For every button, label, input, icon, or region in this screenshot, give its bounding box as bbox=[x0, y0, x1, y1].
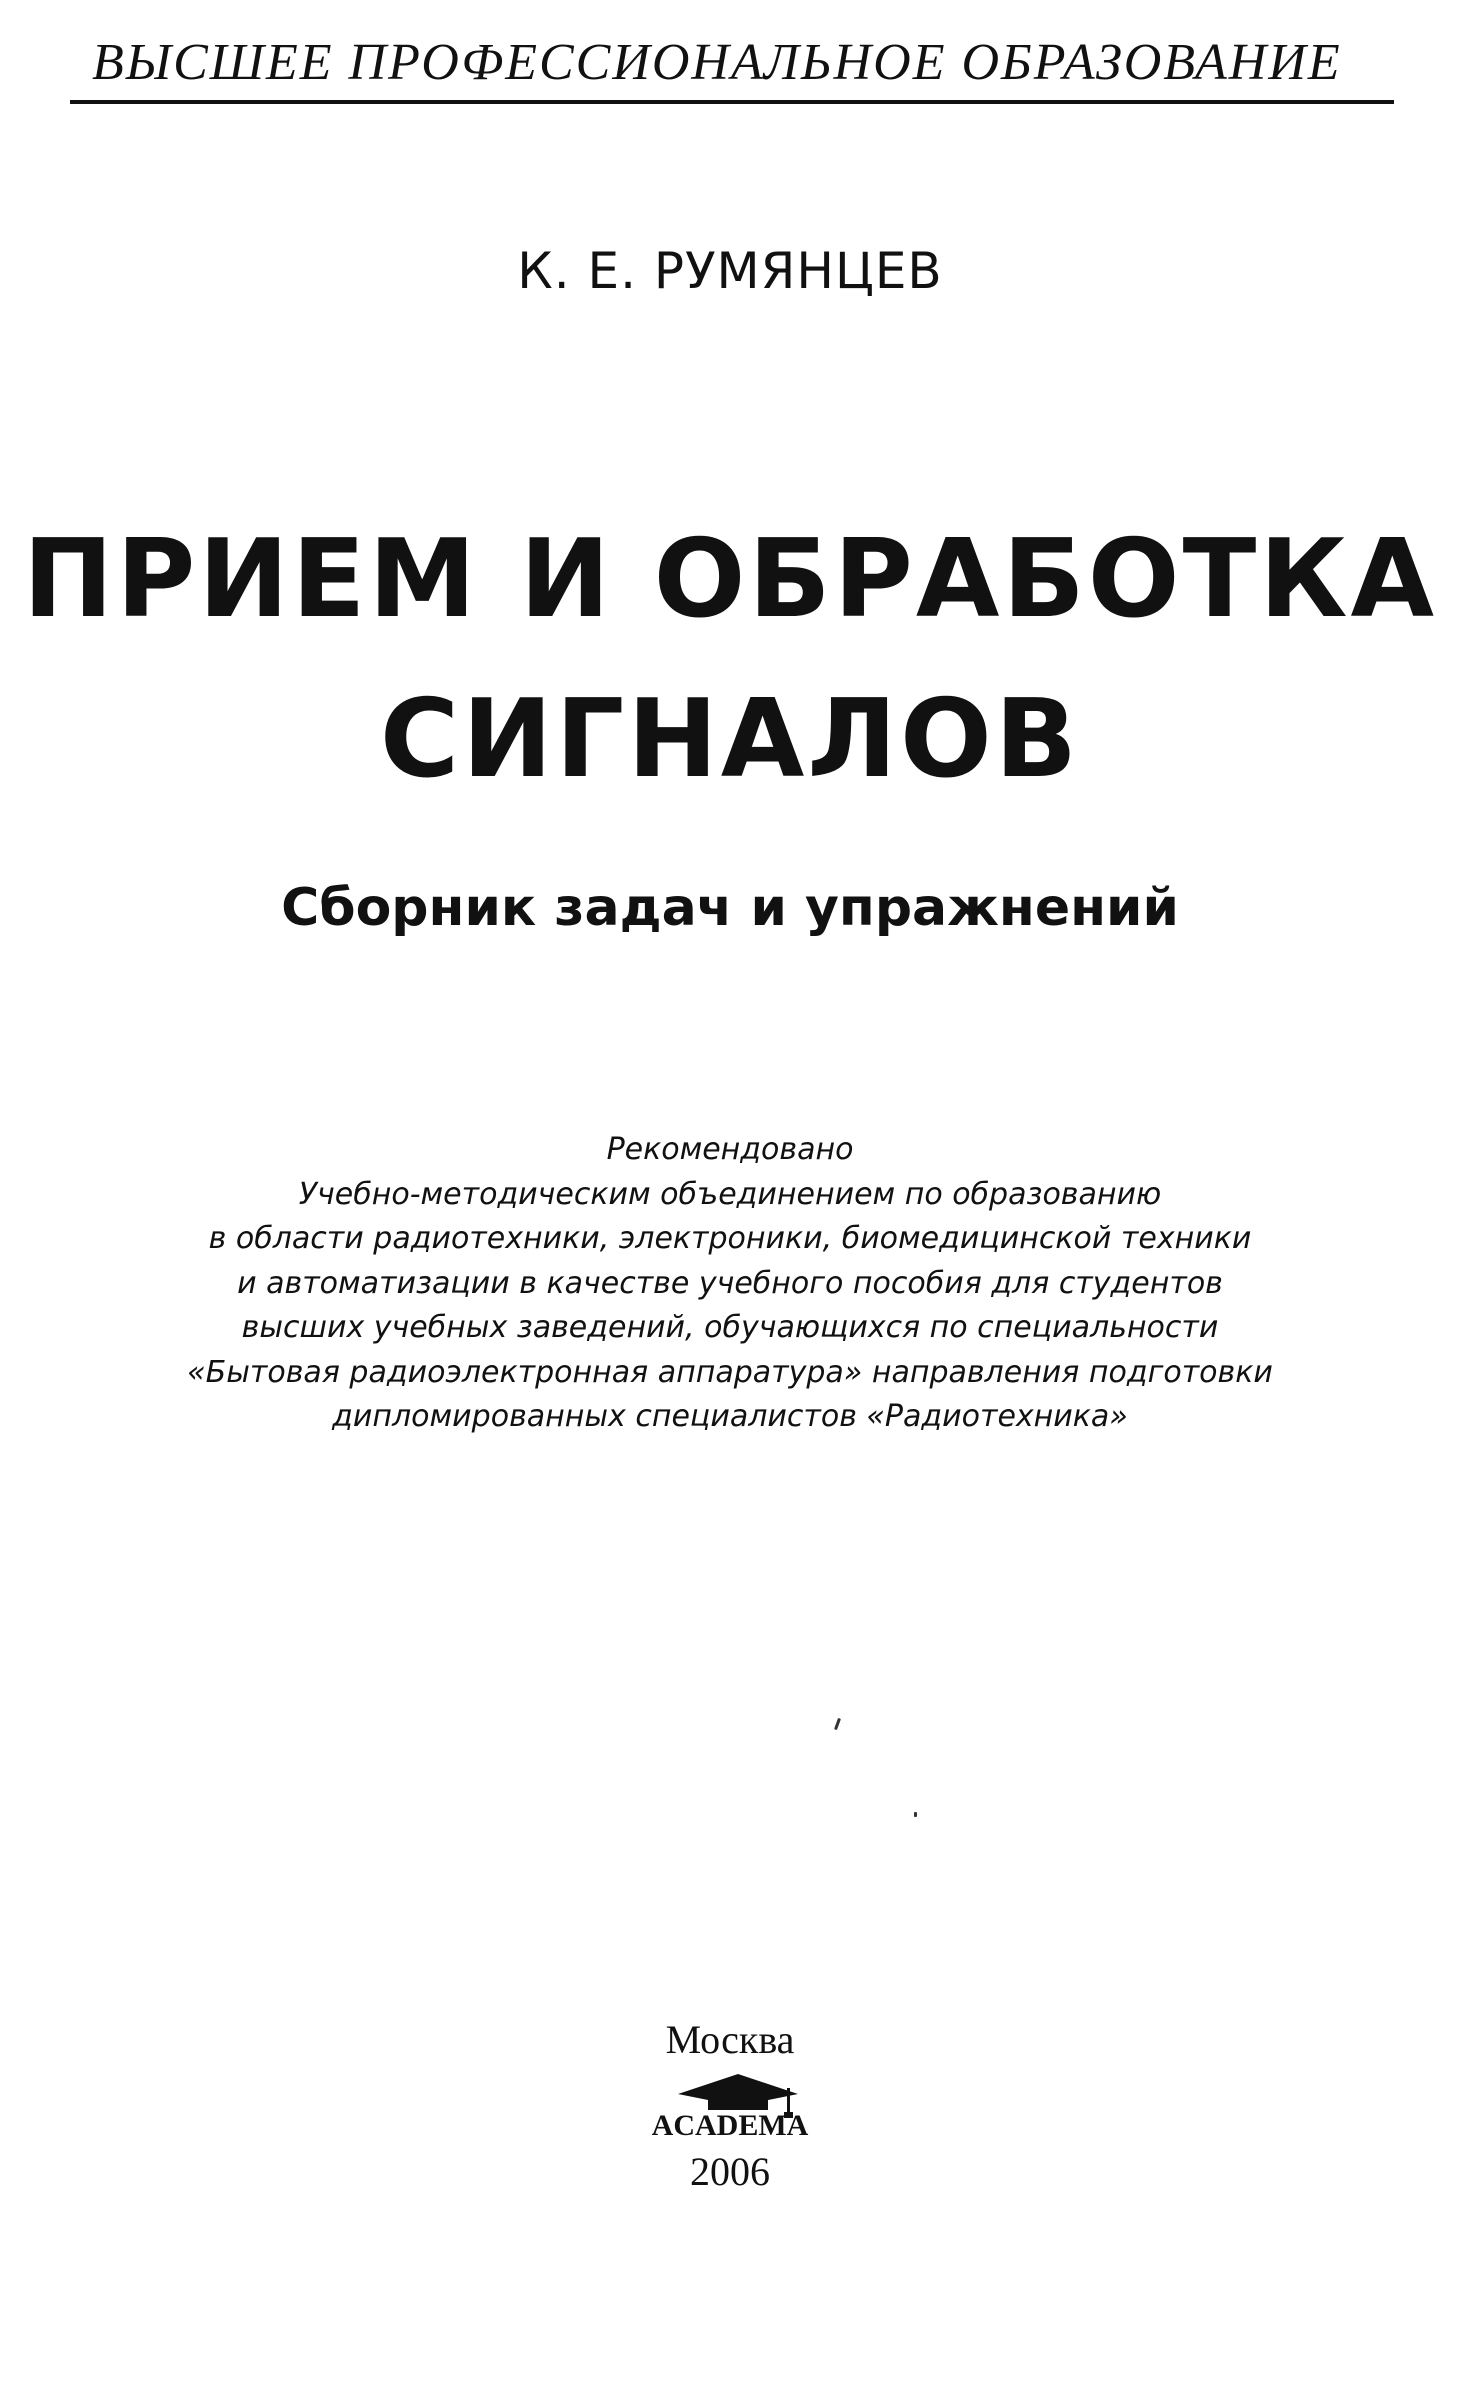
scan-speck bbox=[914, 1812, 917, 1817]
series-rule bbox=[70, 100, 1394, 104]
recommendation-line: Рекомендовано bbox=[606, 1132, 854, 1167]
recommendation-line: «Бытовая радиоэлектронная аппаратура» направления подготовки bbox=[187, 1354, 1273, 1390]
book-subtitle: Сборник задач и упражнений bbox=[281, 878, 1179, 938]
publisher-name: ACADEMA bbox=[651, 2109, 809, 2142]
book-title-line-2: СИГНАЛОВ bbox=[379, 677, 1081, 802]
recommendation-line: в области радиотехники, электроники, биомедицинской техники bbox=[208, 1221, 1252, 1256]
author: К. Е. РУМЯНЦЕВ bbox=[517, 242, 943, 300]
book-title bbox=[0, 500, 1460, 820]
scan-speck bbox=[834, 1718, 841, 1730]
recommendation-line: и автоматизации в качестве учебного пособия для студентов bbox=[237, 1265, 1223, 1301]
publication-year: 2006 bbox=[690, 2149, 770, 2194]
recommendation-block bbox=[0, 1128, 1460, 1440]
recommendation-line: Учебно-методическим объединением по образованию bbox=[298, 1176, 1162, 1212]
recommendation-line: высших учебных заведений, обучающихся по специальности bbox=[241, 1310, 1219, 1345]
publication-city: Москва bbox=[665, 2017, 795, 2062]
book-title-line-1: ПРИЕМ И ОБРАБОТКА bbox=[22, 517, 1438, 642]
series-header: ВЫСШЕЕ ПРОФЕССИОНАЛЬНОЕ ОБРАЗОВАНИЕ bbox=[92, 34, 1342, 91]
recommendation-line: дипломированных специалистов «Радиотехника» bbox=[332, 1399, 1128, 1434]
